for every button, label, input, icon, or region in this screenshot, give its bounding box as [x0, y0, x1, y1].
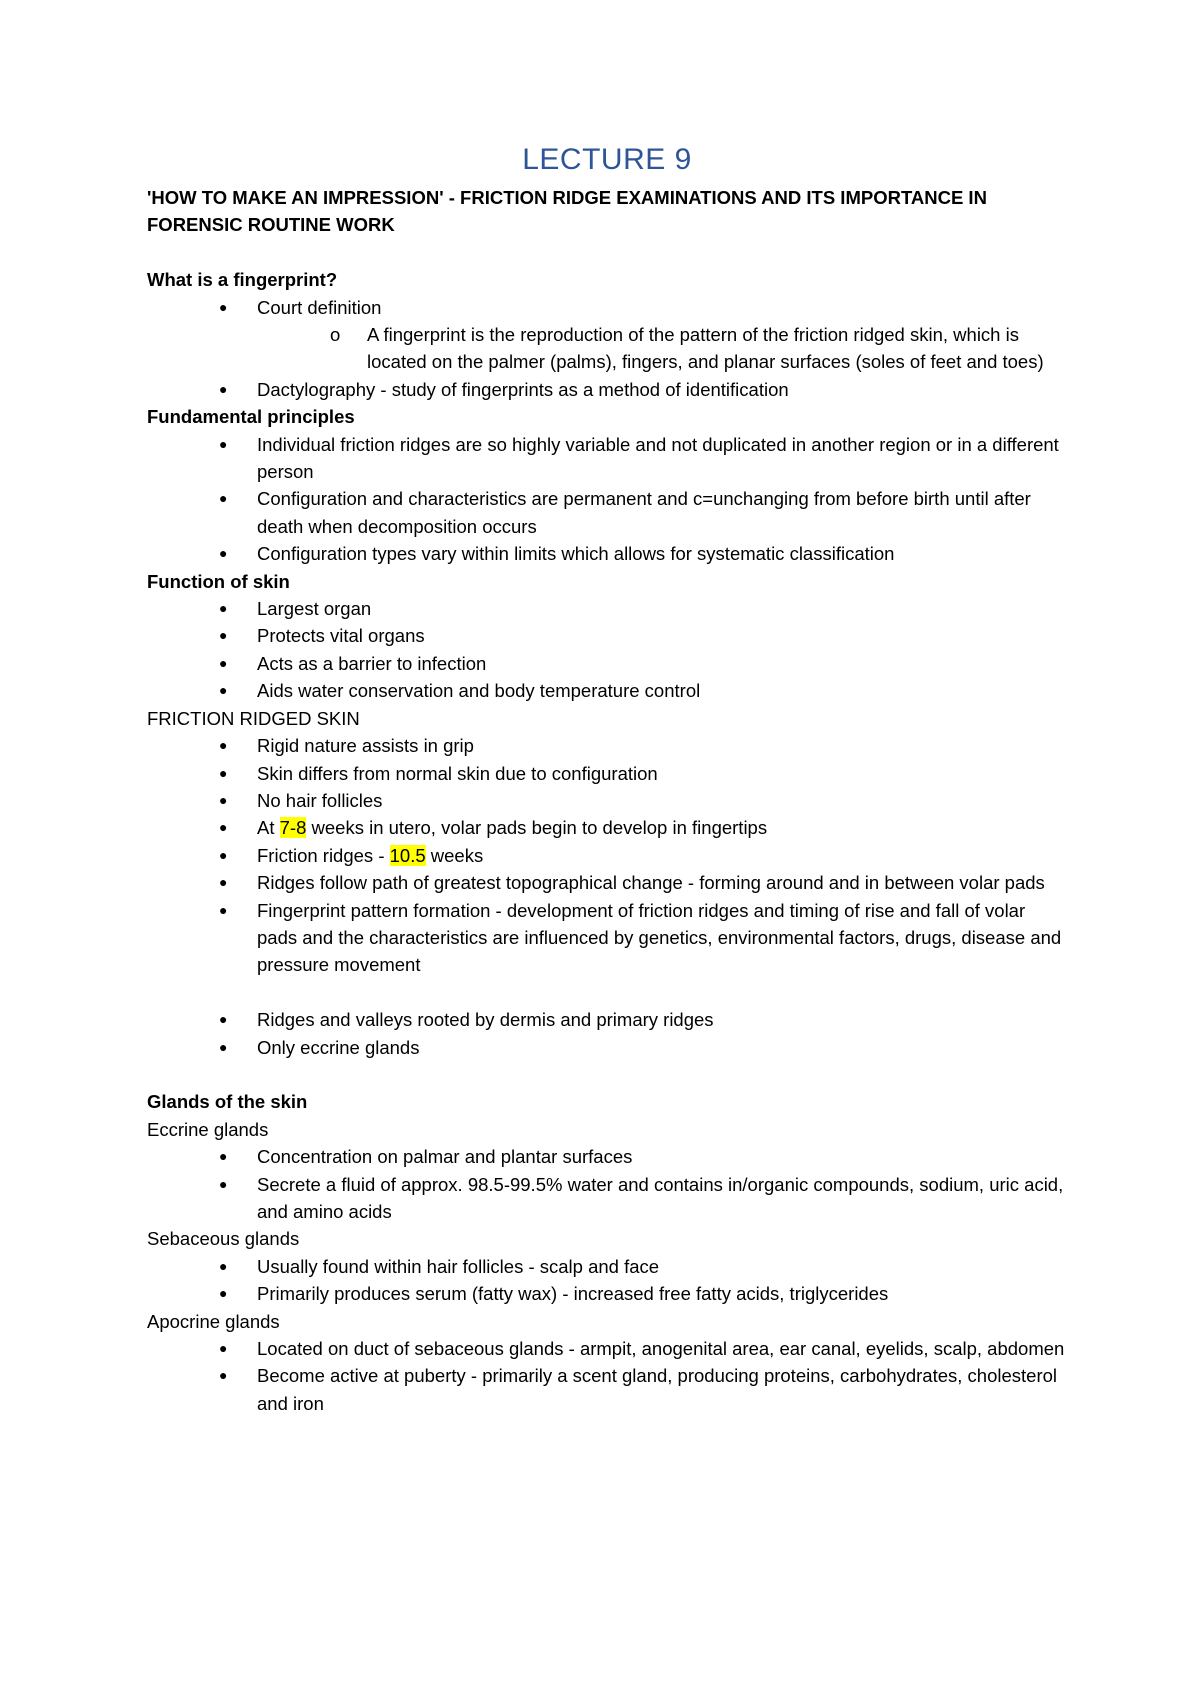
list-item — [147, 1006, 1067, 1033]
bullet-icon: ● — [219, 1038, 228, 1055]
list-item — [147, 897, 1067, 979]
text-fragment: Friction ridges - — [257, 844, 390, 866]
list-item — [147, 732, 1067, 759]
bullet-icon: ● — [219, 600, 228, 617]
list-item — [147, 760, 1067, 787]
list-item-text: No hair follicles — [257, 789, 383, 811]
list-item-text: Dactylography - study of fingerprints as a method of identification — [257, 378, 789, 400]
bullet-icon: ● — [219, 737, 228, 754]
bullet-icon: ● — [219, 901, 228, 918]
sub-list — [147, 321, 1067, 376]
bullet-icon: ● — [219, 764, 228, 781]
list-item — [147, 814, 1067, 841]
list-item — [147, 1335, 1067, 1362]
list-item-text: Configuration and characteristics are permanent and c=unchanging from before birth until after death when decomposition occurs — [257, 488, 1031, 537]
highlighted-text: 10.5 — [389, 844, 426, 866]
list-item-text: Usually found within hair follicles - scalp and face — [257, 1255, 660, 1277]
list-item-text: Secrete a fluid of approx. 98.5-99.5% water and contains in/organic compounds, sodium, uric acid, and amino acids — [257, 1173, 1064, 1222]
list-item-text: Concentration on palmar and plantar surfaces — [257, 1146, 633, 1168]
friction-list-continued — [147, 1006, 1067, 1061]
list-item — [147, 294, 1067, 376]
spacer — [147, 1061, 1067, 1088]
list-item-text: Aids water conservation and body temperature control — [257, 680, 701, 702]
bullet-icon: ● — [219, 1175, 228, 1192]
bullet-icon: ● — [219, 791, 228, 808]
list-item — [147, 787, 1067, 814]
fingerprint-list — [147, 294, 1067, 404]
list-item — [147, 1362, 1067, 1417]
heading-function-of-skin: Function of skin — [147, 570, 290, 592]
bullet-icon: ● — [219, 682, 228, 699]
skin-function-list — [147, 595, 1067, 705]
list-item — [147, 376, 1067, 403]
list-item — [147, 677, 1067, 704]
list-item — [147, 1280, 1067, 1307]
list-item-text: Rigid nature assists in grip — [257, 735, 474, 757]
list-item-text: Acts as a barrier to infection — [257, 652, 487, 674]
list-item-text: Ridges follow path of greatest topographical change - forming around and in between volar pads — [257, 872, 1045, 894]
bullet-icon: ● — [219, 435, 228, 452]
list-item-text: Skin differs from normal skin due to configuration — [257, 762, 658, 784]
bullet-icon: ● — [219, 1340, 228, 1357]
heading-what-is-fingerprint: What is a fingerprint? — [147, 269, 338, 291]
label-sebaceous-glands: Sebaceous glands — [147, 1228, 300, 1250]
list-item-text: Fingerprint pattern formation - development of friction ridges and timing of rise and fall of volar pads and the characteristics are influenced by genetics, environmental factors, drugs, disease and pressure movement — [257, 899, 1062, 976]
circle-bullet-icon: o — [330, 324, 341, 346]
list-item — [147, 540, 1067, 567]
list-item — [147, 1253, 1067, 1280]
text-fragment: weeks — [425, 844, 484, 866]
text-fragment: weeks in utero, volar pads begin to develop in fingertips — [306, 817, 768, 839]
bullet-icon: ● — [219, 545, 228, 562]
heading-glands-of-skin: Glands of the skin — [147, 1091, 308, 1113]
principles-list — [147, 431, 1067, 568]
bullet-icon: ● — [219, 874, 228, 891]
list-item-text: Individual friction ridges are so highly variable and not duplicated in another region or in a different person — [257, 433, 1059, 483]
list-item-text: Protects vital organs — [257, 625, 425, 647]
list-item — [147, 650, 1067, 677]
list-item — [147, 1034, 1067, 1061]
list-item — [147, 431, 1067, 486]
bullet-icon: ● — [219, 298, 228, 315]
apocrine-list — [147, 1335, 1067, 1417]
lecture-subtitle: 'HOW TO MAKE AN IMPRESSION' - FRICTION RIDGE EXAMINATIONS AND ITS IMPORTANCE IN FORENSIC ROUTINE WORK — [147, 187, 987, 236]
heading-friction-ridged-skin: FRICTION RIDGED SKIN — [147, 707, 360, 729]
bullet-icon: ● — [219, 654, 228, 671]
list-item-text: Court definition — [257, 296, 382, 318]
highlighted-text: 7-8 — [279, 817, 307, 839]
bullet-icon: ● — [219, 1367, 228, 1384]
eccrine-list — [147, 1143, 1067, 1225]
bullet-icon: ● — [219, 1011, 228, 1028]
sub-list-item-text: A fingerprint is the reproduction of the pattern of the friction ridged skin, which is located on the palmer (palms), fingers, and planar surfaces (soles of feet and toes) — [367, 324, 1044, 373]
bullet-icon: ● — [219, 1148, 228, 1165]
label-eccrine-glands: Eccrine glands — [147, 1118, 269, 1140]
document-page — [147, 140, 1067, 1417]
bullet-icon: ● — [219, 627, 228, 644]
bullet-icon: ● — [219, 380, 228, 397]
spacer — [147, 979, 1067, 1006]
list-item — [147, 485, 1067, 540]
friction-list — [147, 732, 1067, 979]
list-item-text: Become active at puberty - primarily a scent gland, producing proteins, carbohydrates, cholesterol and iron — [257, 1365, 1058, 1414]
list-item — [147, 622, 1067, 649]
list-item — [147, 1171, 1067, 1226]
list-item-text: Primarily produces serum (fatty wax) - increased free fatty acids, triglycerides — [257, 1283, 889, 1305]
bullet-icon: ● — [219, 1285, 228, 1302]
sub-list-item — [147, 321, 1067, 376]
list-item — [147, 1143, 1067, 1170]
text-fragment: At — [257, 817, 280, 839]
list-item-text: Located on duct of sebaceous glands - armpit, anogenital area, ear canal, eyelids, scalp, abdomen — [257, 1338, 1065, 1360]
list-item-text: Ridges and valleys rooted by dermis and primary ridges — [257, 1009, 714, 1031]
heading-fundamental-principles: Fundamental principles — [147, 406, 355, 428]
list-item — [147, 842, 1067, 869]
bullet-icon: ● — [219, 1257, 228, 1274]
sebaceous-list — [147, 1253, 1067, 1308]
list-item — [147, 869, 1067, 896]
spacer — [147, 239, 1067, 266]
list-item — [147, 595, 1067, 622]
list-item-text: Configuration types vary within limits which allows for systematic classification — [257, 543, 895, 565]
bullet-icon: ● — [219, 846, 228, 863]
label-apocrine-glands: Apocrine glands — [147, 1310, 280, 1332]
bullet-icon: ● — [219, 819, 228, 836]
bullet-icon: ● — [219, 490, 228, 507]
page-title: LECTURE 9 — [522, 143, 692, 176]
list-item-text: Largest organ — [257, 598, 372, 620]
list-item-text: Only eccrine glands — [257, 1036, 420, 1058]
